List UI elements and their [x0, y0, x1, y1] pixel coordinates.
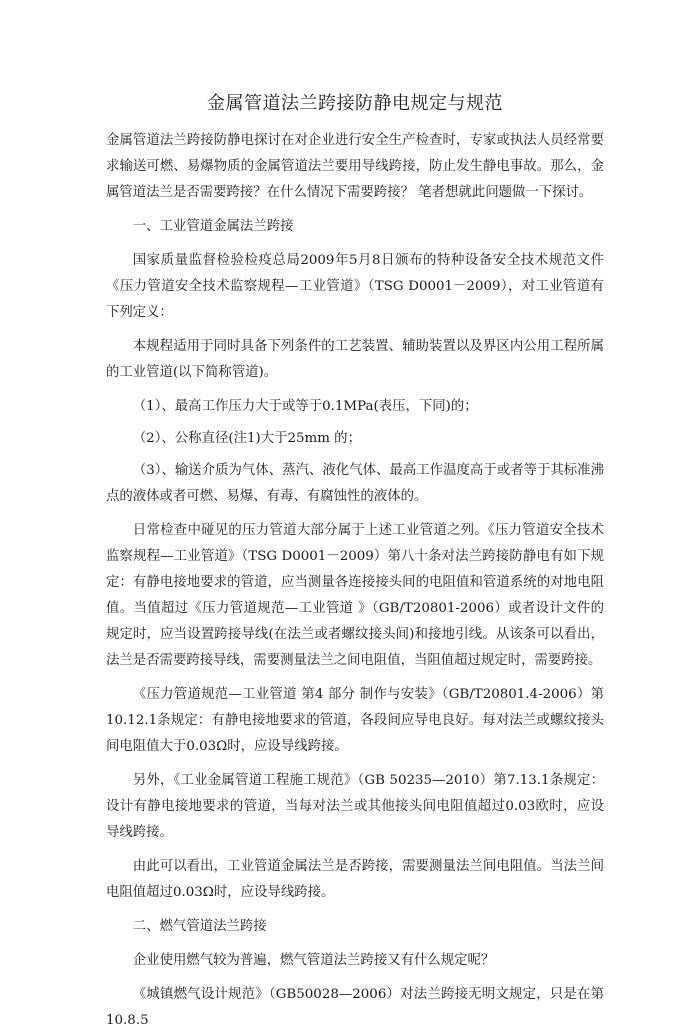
intro-paragraph: 金属管道法兰跨接防静电探讨在对企业进行安全生产检查时，专家或执法人员经常要求输送可燃、易爆物质的金属管道法兰要用导线跨接，防止发生静电事故。那么，金属管道法兰是否需要跨接？在什么情况下需要跨接？ 笔者想就此问题做一下探讨。: [106, 133, 604, 200]
section-2-heading: 二、燃气管道法兰跨接: [132, 919, 267, 934]
list-item-3: （3）、输送介质为气体、蒸汽、液化气体、最高工作温度高于或者等于其标准沸点的液体或者可燃、易爆、有毒、有腐蚀性的液体的。: [106, 463, 604, 504]
paragraph-6: 由此可以看出，工业管道金属法兰是否跨接，需要测量法兰间电阻值。当法兰间电阻值超过0.03Ω时，应设导线跨接。: [106, 859, 604, 900]
paragraph-3: 日常检查中碰见的压力管道大部分属于上述工业管道之列。《压力管道安全技术监察规程—工业管道》（TSG D0001－2009）第八十条对法兰跨接防静电有如下规定：有静电接地要求的管道，应当测量各连接接头间的电阻值和管道系统的对地电阻值。当值超过《压力管道规范—工业管道 》（GB/T20801-2006）或者设计文件的规定时，应当设置跨接导线(在法兰或者螺纹接头间)和接地引线。从该条可以看出，法兰是否需要跨接导线，需要测量法兰之间电阻值，当阻值超过规定时，需要跨接。: [106, 523, 604, 668]
section-1-heading: 一、工业管道金属法兰跨接: [132, 219, 294, 234]
list-item-2: （2）、公称直径(注1)大于25mm 的；: [132, 431, 361, 446]
paragraph-4: 《压力管道规范—工业管道 第4 部分 制作与安装》（GB/T20801.4-2006）第10.12.1条规定：有静电接地要求的管道，各段间应导电良好。每对法兰或螺纹接头间电阻值大于0.03Ω时，应设导线跨接。: [106, 687, 604, 754]
paragraph-7: 企业使用燃气较为普遍，燃气管道法兰跨接又有什么规定呢？: [132, 953, 495, 968]
paragraph-2: 本规程适用于同时具备下列条件的工艺装置、辅助装置以及界区内公用工程所属的工业管道(以下简称管道)。: [106, 339, 604, 380]
list-item-1: （1）、最高工作压力大于或等于0.1MPa(表压，下同)的；: [132, 399, 478, 414]
paragraph-5: 另外，《工业金属管道工程施工规范》（GB 50235—2010）第7.13.1条规定：设计有静电接地要求的管道，当每对法兰或其他接头间电阻值超过0.03欧时，应设导线跨接。: [106, 773, 604, 840]
paragraph-1: 国家质量监督检验检疫总局2009年5月8日颁布的特种设备安全技术规范文件《压力管道安全技术监察规程—工业管道》（TSG D0001－2009），对工业管道有下列定义：: [106, 253, 604, 320]
document-title: 金属管道法兰跨接防静电规定与规范: [207, 93, 503, 114]
paragraph-8: 《城镇燃气设计规范》（GB50028—2006）对法兰跨接无明文规定，只是在第10.8.5: [106, 987, 604, 1028]
